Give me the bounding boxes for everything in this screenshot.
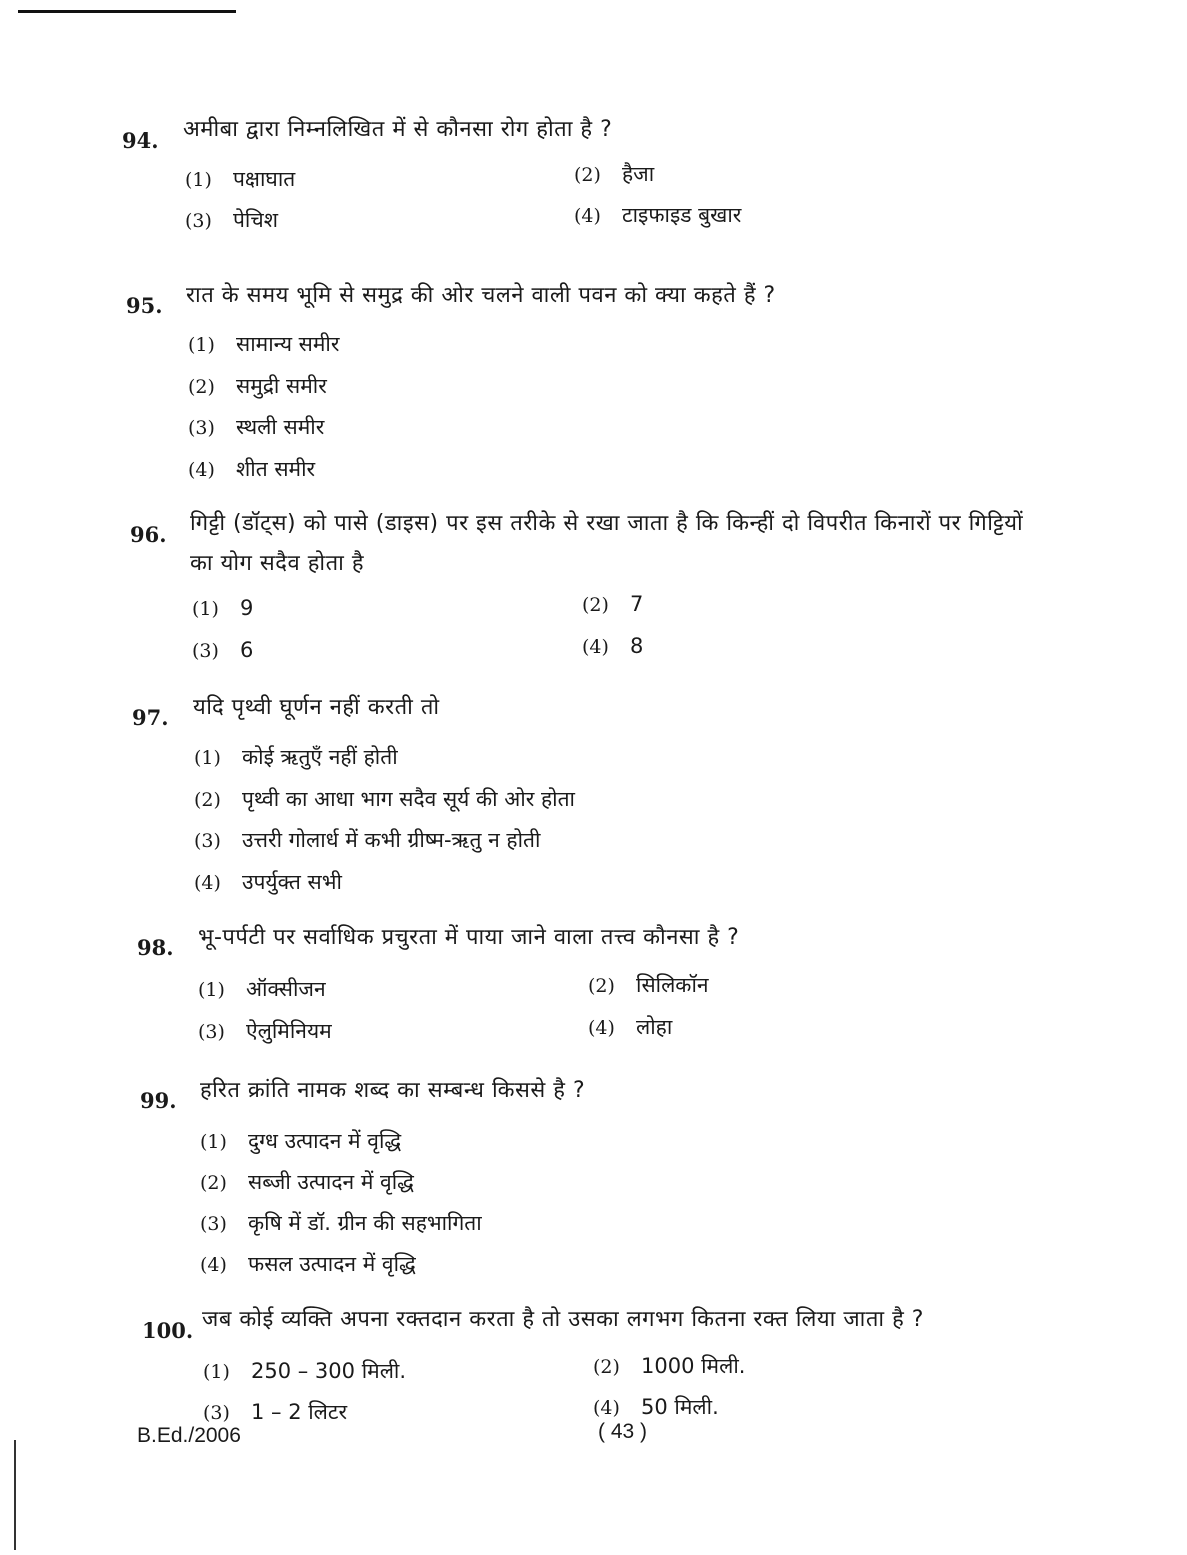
top-rule — [18, 10, 236, 13]
question-text: जब कोई व्यक्ति अपना रक्तदान करता है तो उसका लगभग कितना रक्त लिया जाता है ? — [202, 1307, 924, 1332]
option-2: (2) 7 — [582, 592, 644, 616]
question-number: 97. — [132, 705, 169, 730]
question-text-line-1: गिट्टी (डॉट्स) को पासे (डाइस) पर इस तरीके से रखा जाता है कि किन्हीं दो विपरीत किनारों पर गिट्टियों — [190, 511, 1024, 536]
question-text: हरित क्रांति नामक शब्द का सम्बन्ध किससे है ? — [200, 1078, 586, 1103]
question-text: अमीबा द्वारा निम्नलिखित में से कौनसा रोग होता है ? — [183, 117, 613, 142]
option-2: (2) समुद्री समीर — [188, 374, 327, 398]
option-1: (1) दुग्ध उत्पादन में वृद्धि — [200, 1129, 402, 1153]
question-number: 94. — [122, 128, 159, 153]
footer-paper-code: B.Ed./2006 — [137, 1424, 241, 1447]
option-1: (1) पक्षाघात — [185, 167, 296, 191]
question-number: 96. — [130, 522, 167, 547]
option-1: (1) ऑक्सीजन — [198, 977, 326, 1001]
option-3: (3) 1 – 2 लिटर — [203, 1400, 348, 1424]
option-3: (3) ऐलुमिनियम — [198, 1019, 332, 1043]
option-2: (2) हैजा — [574, 162, 655, 186]
question-number: 98. — [137, 935, 174, 960]
option-4: (4) शीत समीर — [188, 457, 316, 481]
question-text-line-2: का योग सदैव होता है — [190, 551, 364, 576]
option-3: (3) उत्तरी गोलार्ध में कभी ग्रीष्म-ऋतु न होती — [194, 828, 541, 852]
question-number: 100. — [142, 1318, 194, 1343]
option-1: (1) 250 – 300 मिली. — [203, 1359, 407, 1383]
option-4: (4) लोहा — [588, 1015, 673, 1039]
option-1: (1) सामान्य समीर — [188, 332, 340, 356]
option-1: (1) कोई ऋतुएँ नहीं होती — [194, 745, 398, 769]
option-3: (3) स्थली समीर — [188, 415, 325, 439]
option-2: (2) सिलिकॉन — [588, 973, 709, 997]
option-4: (4) 8 — [582, 634, 644, 658]
option-3: (3) कृषि में डॉ. ग्रीन की सहभागिता — [200, 1211, 482, 1235]
option-3: (3) 6 — [192, 638, 254, 662]
option-4: (4) टाइफाइड बुखार — [574, 203, 742, 227]
option-2: (2) पृथ्वी का आधा भाग सदैव सूर्य की ओर होता — [194, 787, 575, 811]
option-2: (2) 1000 मिली. — [593, 1354, 746, 1378]
question-number: 95. — [126, 293, 163, 318]
question-text: भू-पर्पटी पर सर्वाधिक प्रचुरता में पाया जाने वाला तत्त्व कौनसा है ? — [198, 925, 740, 950]
option-4: (4) 50 मिली. — [593, 1395, 719, 1419]
question-number: 99. — [140, 1088, 177, 1113]
question-text: यदि पृथ्वी घूर्णन नहीं करती तो — [193, 695, 440, 720]
option-4: (4) उपर्युक्त सभी — [194, 870, 342, 894]
option-4: (4) फसल उत्पादन में वृद्धि — [200, 1252, 416, 1276]
option-3: (3) पेचिश — [185, 208, 278, 232]
left-margin-rule — [14, 1440, 16, 1550]
option-1: (1) 9 — [192, 596, 254, 620]
option-2: (2) सब्जी उत्पादन में वृद्धि — [200, 1170, 414, 1194]
footer-page-number: ( 43 ) — [598, 1420, 648, 1443]
question-text: रात के समय भूमि से समुद्र की ओर चलने वाली पवन को क्या कहते हैं ? — [186, 283, 776, 308]
